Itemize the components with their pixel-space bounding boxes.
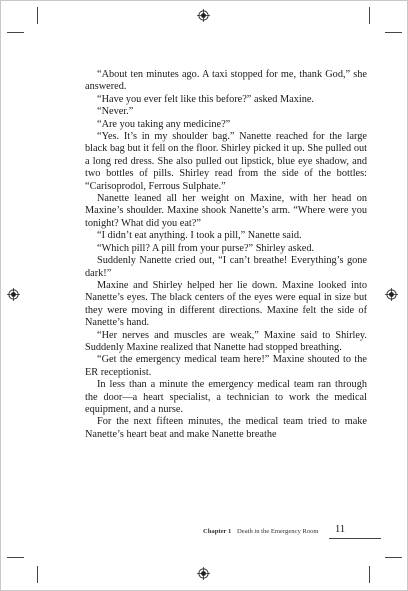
running-footer xyxy=(197,524,381,539)
registration-mark-bottom-icon xyxy=(197,567,210,580)
crop-mark-icon xyxy=(369,7,370,24)
paragraph: In less than a minute the emergency medical team ran through the door—a heart specialist, a technician to work the medical equipment, and a nurse. xyxy=(85,379,367,415)
chapter-title: Death in the Emergency Room xyxy=(237,528,319,535)
paragraph: “About ten minutes ago. A taxi stopped for me, thank God,” she answered. xyxy=(85,69,367,93)
crop-mark-icon xyxy=(7,557,24,558)
paragraph: “Have you ever felt like this before?” asked Maxine. xyxy=(97,93,314,105)
crop-mark-icon xyxy=(385,32,402,33)
crop-mark-icon xyxy=(37,7,38,24)
paragraph: “Never.” xyxy=(97,106,134,118)
crop-mark-icon xyxy=(37,566,38,583)
crop-mark-icon xyxy=(7,32,24,33)
paragraph: “Get the emergency medical team here!” Maxine shouted to the ER receptionist. xyxy=(85,354,367,378)
chapter-label: Chapter 1 xyxy=(203,528,232,535)
body-text xyxy=(85,69,367,441)
registration-mark-right-icon xyxy=(385,288,398,301)
registration-mark-left-icon xyxy=(7,288,20,301)
registration-mark-top-icon xyxy=(197,9,210,22)
footer-rule xyxy=(329,538,381,539)
paragraph: Maxine and Shirley helped her lie down. Maxine looked into Nanette’s eyes. The black centers of the eyes were equal in size but they were moving in different directions. Maxine felt the side of Nanette’s hand. xyxy=(85,279,367,329)
paragraph: “Are you taking any medicine?” xyxy=(97,118,231,130)
paragraph: Suddenly Nanette cried out, “I can’t breathe! Everything’s gone dark!” xyxy=(85,255,367,279)
paragraph: For the next fifteen minutes, the medical team tried to make Nanette’s heart beat and make Nanette breathe xyxy=(85,416,367,440)
crop-mark-icon xyxy=(369,566,370,583)
crop-mark-icon xyxy=(385,557,402,558)
paragraph: “Which pill? A pill from your purse?” Shirley asked. xyxy=(97,242,315,254)
paragraph: “Her nerves and muscles are weak,” Maxine said to Shirley. Suddenly Maxine realized that Nanette had stopped breathing. xyxy=(85,329,367,353)
page-number: 11 xyxy=(335,524,346,535)
paragraph: “I didn’t eat anything. I took a pill,” Nanette said. xyxy=(97,230,302,242)
paragraph: “Yes. It’s in my shoulder bag.” Nanette reached for the large black bag but it fell on the floor. Shirley picked it up. She pulled out a long red dress. She also pulled out lipstick, blue eye shadow, and two bottles of pills. Shirley read from the side of the bottles: “Carisoprodol, Ferrous Sulphate.” xyxy=(85,131,367,192)
paragraph: Nanette leaned all her weight on Maxine, with her head on Maxine’s shoulder. Maxine shook Nanette’s arm. “Where were you tonight? What did you eat?” xyxy=(85,193,367,229)
